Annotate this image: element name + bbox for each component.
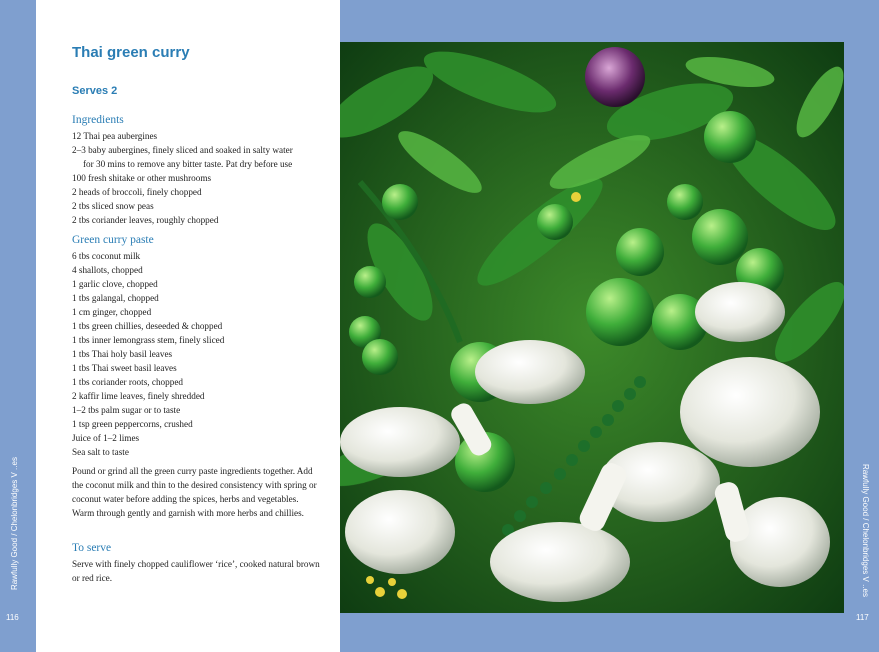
- paste-line: 1–2 tbs palm sugar or to taste: [72, 405, 181, 415]
- paste-line: 1 tsp green peppercorns, crushed: [72, 419, 193, 429]
- method-section: [72, 464, 322, 520]
- serve-section: [72, 541, 322, 585]
- paste-line: Sea salt to taste: [72, 447, 129, 457]
- paste-line: 1 garlic clove, chopped: [72, 279, 158, 289]
- paste-heading: Green curry paste: [72, 234, 154, 246]
- serve-heading: To serve: [72, 542, 112, 554]
- paste-line: 1 tbs Thai sweet basil leaves: [72, 363, 177, 373]
- paste-section: [72, 233, 332, 459]
- ingredient-line: 12 Thai pea aubergines: [72, 131, 158, 141]
- ingredient-line: 2–3 baby aubergines, finely sliced and soaked in salty water: [72, 145, 293, 155]
- paste-line: 1 tbs green chillies, deseeded & chopped: [72, 321, 223, 331]
- ingredient-line: 2 tbs sliced snow peas: [72, 201, 154, 211]
- ingredients-heading: Ingredients: [72, 114, 124, 126]
- recipe-title: Thai green curry: [72, 44, 190, 61]
- ingredient-line: 100 fresh shitake or other mushrooms: [72, 173, 212, 183]
- paste-line: 4 shallots, chopped: [72, 265, 143, 275]
- ingredient-line: for 30 mins to remove any bitter taste. Pat dry before use: [83, 159, 293, 169]
- ingredient-line: 2 tbs coriander leaves, roughly chopped: [72, 215, 219, 225]
- ingredients-section: [72, 113, 332, 227]
- serves-label: Serves 2: [72, 85, 118, 97]
- paste-line: 1 tbs galangal, chopped: [72, 293, 159, 303]
- paste-line: 1 tbs Thai holy basil leaves: [72, 349, 173, 359]
- paste-line: 6 tbs coconut milk: [72, 251, 141, 261]
- paste-line: 1 tbs inner lemongrass stem, finely sliced: [72, 335, 225, 345]
- paste-line: 2 kaffir lime leaves, finely shredded: [72, 391, 205, 401]
- running-head-left: Rawfully Good / Chelonbridges V ..es: [10, 457, 19, 590]
- paste-line: 1 tbs coriander roots, chopped: [72, 377, 183, 387]
- running-head-right: Rawfully Good / Chelonbridges V ..es: [861, 464, 870, 597]
- page-number-left: 116: [6, 613, 19, 622]
- page-number-right: 117: [856, 613, 869, 622]
- curry-ingredients-photo: [340, 42, 844, 613]
- paste-line: 1 cm ginger, chopped: [72, 307, 152, 317]
- serve-text: Serve with finely chopped cauliflower ‘rice’, cooked natural brown or red rice.: [72, 559, 320, 583]
- method-text: Pound or grind all the green curry paste ingredients together. Add the coconut milk and thin to the desired consistency with spring or coconut water before adding the spices, herbs and vegetables. Warm through gently and garnish with more herbs and chillies.: [72, 466, 317, 518]
- ingredient-line: 2 heads of broccoli, finely chopped: [72, 187, 202, 197]
- paste-line: Juice of 1–2 limes: [72, 433, 140, 443]
